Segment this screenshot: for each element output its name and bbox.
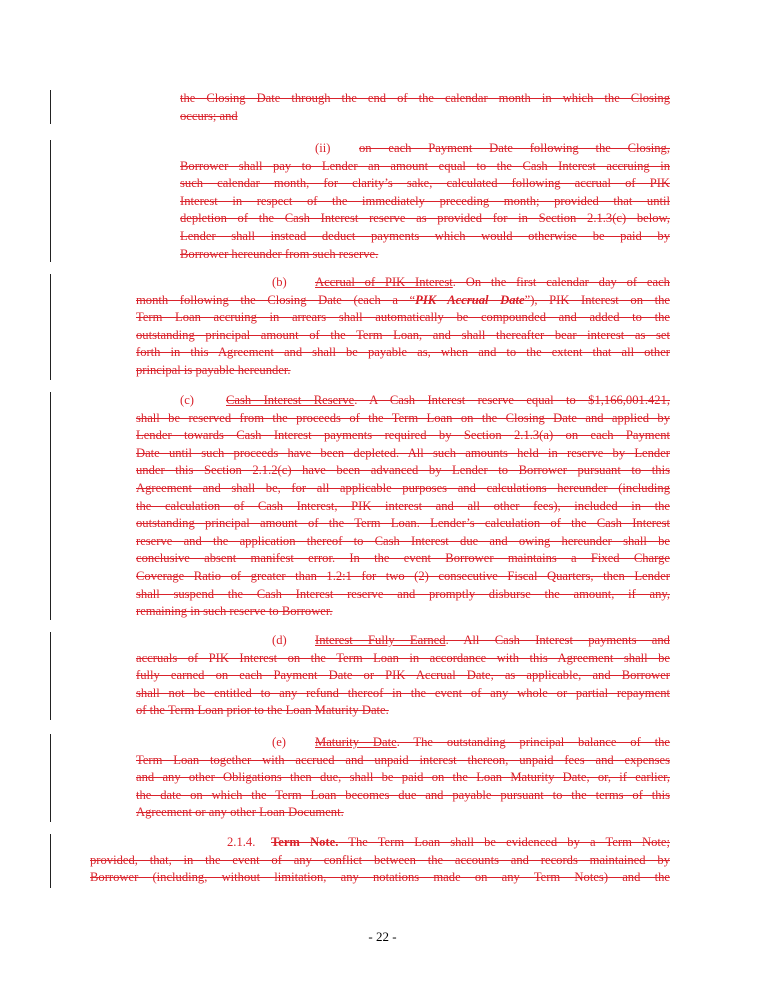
text-span: . A Cash Interest reserve equal to $1,166,001.421, (354, 393, 671, 407)
first-line (136, 274, 670, 292)
text-line: reserve and the application thereof to Cash Interest due and owing hereunder shall be (136, 533, 670, 548)
text-line (136, 292, 670, 310)
text-line: shall be reserved from the proceeds of the Term Loan on the Closing Date and applied by (136, 410, 670, 425)
text-line: of the Term Loan prior to the Loan Maturity Date. (136, 703, 389, 718)
change-bar (50, 274, 51, 380)
text-line: occurs; and (180, 108, 238, 123)
change-bar (50, 90, 51, 124)
text-line: accruals of PIK Interest on the Term Loan in accordance with this Agreement shall be (136, 650, 670, 665)
change-bar (50, 392, 51, 620)
text-line: depletion of the Cash Interest reserve as provided for in Section 2.1.3(c) below, (180, 211, 670, 226)
clause-label: (d) (272, 633, 287, 647)
text-line: Lender shall instead deduct payments which would otherwise be paid by (180, 228, 670, 243)
paragraph-closing-date (180, 90, 670, 125)
text-line: shall suspend the Cash Interest reserve and promptly disburse the amount, if any, (136, 586, 670, 601)
clause-heading: Interest Fully Earned (315, 633, 446, 647)
clause-heading: Accrual of PIK Interest (315, 275, 453, 289)
clause-label: (e) (272, 735, 286, 749)
text-line: Term Loan accruing in arrears shall automatically be compounded and added to the (136, 310, 670, 325)
text-line: principal is payable hereunder. (136, 362, 291, 377)
text-span: month following the Closing Date (each a “ (136, 292, 416, 307)
text-line: Borrower (including, without limitation, any notations made on any Term Notes) and the (90, 870, 670, 885)
text-line: Interest in respect of the immediately preceding month; provided that until (180, 193, 670, 208)
text-line: such calendar month, for clarity’s sake, calculated following accrual of PIK (180, 176, 670, 191)
clause-label: (ii) (315, 141, 331, 155)
change-bar (50, 632, 51, 720)
text-span: . The outstanding principal balance of the (396, 735, 671, 749)
text-line: Term Loan together with accrued and unpaid interest thereon, unpaid fees and expenses (136, 752, 670, 767)
paragraph-ii-payment-date (180, 140, 670, 263)
text-span: . On the first calendar day of each (452, 275, 670, 289)
text-line: provided, that, in the event of any conflict between the accounts and records maintained by (90, 852, 670, 867)
first-line (136, 734, 670, 752)
paragraph-c-reserve (136, 392, 670, 621)
text-line: Date until such proceeds have been depleted. All such amounts held in reserve by Lender (136, 445, 670, 460)
paragraph-b-accrual (136, 274, 670, 380)
clause-label: (c) (180, 393, 194, 407)
first-line (90, 834, 670, 852)
clause-label: (b) (272, 275, 287, 289)
paragraph-d-fully-earned (136, 632, 670, 720)
clause-heading: Maturity Date (315, 735, 397, 749)
text-line: remaining in such reserve to Borrower. (136, 604, 333, 619)
paragraph-e-maturity (136, 734, 670, 822)
text-line: Borrower shall pay to Lender an amount equal to the Cash Interest accruing in (180, 158, 670, 173)
section-number: 2.1.4. (227, 835, 256, 849)
first-line (180, 140, 670, 158)
text-line: and any other Obligations then due, shall be paid on the Loan Maturity Date, or, if earlier, (136, 770, 670, 785)
text-line: Lender towards Cash Interest payments required by Section 2.1.3(a) on each Payment (136, 428, 670, 443)
text-line: fully earned on each Payment Date or PIK Accrual Date, as applicable, and Borrower (136, 668, 670, 683)
text-line: outstanding principal amount of the Term Loan, and shall thereafter bear interest as set (136, 327, 670, 342)
text-line: Agreement or any other Loan Document. (136, 805, 344, 820)
text-line: shall not be entitled to any refund thereof in the event of any whole or partial repayment (136, 685, 670, 700)
text-line: under this Section 2.1.2(c) have been advanced by Lender to Borrower pursuant to this (136, 463, 670, 478)
text-line: the Closing Date through the end of the calendar month in which the Closing (180, 91, 670, 105)
section-heading: Term Note. (271, 835, 339, 849)
clause-heading: Cash Interest Reserve (226, 393, 355, 407)
text-line: outstanding principal amount of the Term Loan. Lender’s calculation of the Cash Interest (136, 516, 670, 531)
change-bar (50, 834, 51, 888)
text-line: the calculation of Cash Interest, PIK interest and all other fees), included in the (136, 498, 670, 513)
first-line (136, 632, 670, 650)
page-number: - 22 - (368, 929, 397, 944)
text-line: forth in this Agreement and shall be payable as, when and to the extent that all other (136, 345, 670, 360)
text-line: the date on which the Term Loan becomes due and payable pursuant to the terms of this (136, 787, 670, 802)
change-bar (50, 140, 51, 262)
paragraph-term-note (90, 834, 670, 887)
text-span: . All Cash Interest payments and (445, 633, 670, 647)
defined-term: PIK Accrual Date (415, 292, 525, 307)
text-span: The Term Loan shall be evidenced by a Term Note; (338, 835, 670, 849)
text-span: ”), PIK Interest on the (524, 292, 670, 307)
first-line (136, 392, 670, 410)
text-line: Borrower hereunder from such reserve. (180, 246, 379, 261)
text-span: on each Payment Date following the Closing, (359, 141, 670, 155)
text-line: Coverage Ratio of greater than 1.2:1 for two (2) consecutive Fiscal Quarters, then Lender (136, 568, 670, 583)
change-bar (50, 734, 51, 822)
text-line: Agreement and shall be, for all applicable purposes and calculations hereunder (including (136, 480, 670, 495)
text-line: conclusive absent manifest error. In the event Borrower maintains a Fixed Charge (136, 551, 670, 566)
